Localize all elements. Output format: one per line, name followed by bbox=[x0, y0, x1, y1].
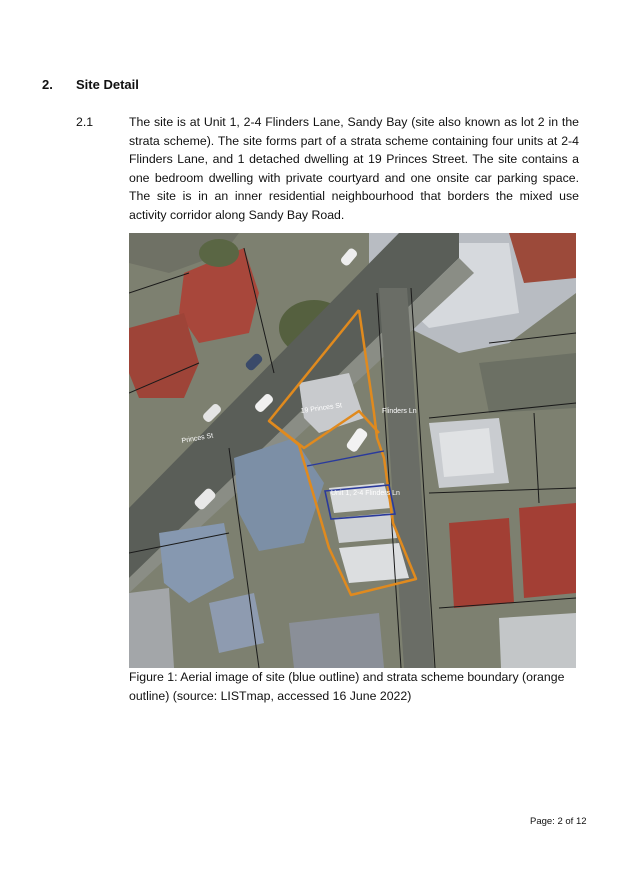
section-number: 2. bbox=[42, 77, 53, 92]
aerial-map-figure bbox=[129, 233, 576, 668]
page-number: Page: 2 of 12 bbox=[530, 816, 587, 827]
map-label-unit-1: Unit 1, 2-4 Flinders Ln bbox=[331, 490, 400, 497]
figure-caption: Figure 1: Aerial image of site (blue outline) and strata scheme boundary (orange outline) (source: LISTmap, accessed 16 June 2022) bbox=[129, 670, 565, 703]
map-label-flinders-ln: Flinders Ln bbox=[382, 408, 417, 415]
map-label-princes-st: Princes St bbox=[181, 432, 214, 445]
aerial-map-image bbox=[129, 233, 576, 668]
paragraph-text: The site is at Unit 1, 2-4 Flinders Lane, Sandy Bay (site also known as lot 2 in the strata scheme). The site forms part of a strata scheme containing four units at 2-4 Flinders Lane, and 1 detached dwelling at 19 Princes Street. The site contains a one bedroom dwelling with private courtyard and one onsite car parking space. The site is in an inner residential neighbourhood that borders the mixed use activity corridor along Sandy Bay Road. bbox=[129, 115, 579, 222]
section-heading bbox=[42, 77, 139, 92]
map-label-19-princes-st: 19 Princes St bbox=[300, 402, 343, 415]
section-title: Site Detail bbox=[76, 77, 139, 92]
paragraph-number: 2.1 bbox=[76, 115, 94, 129]
